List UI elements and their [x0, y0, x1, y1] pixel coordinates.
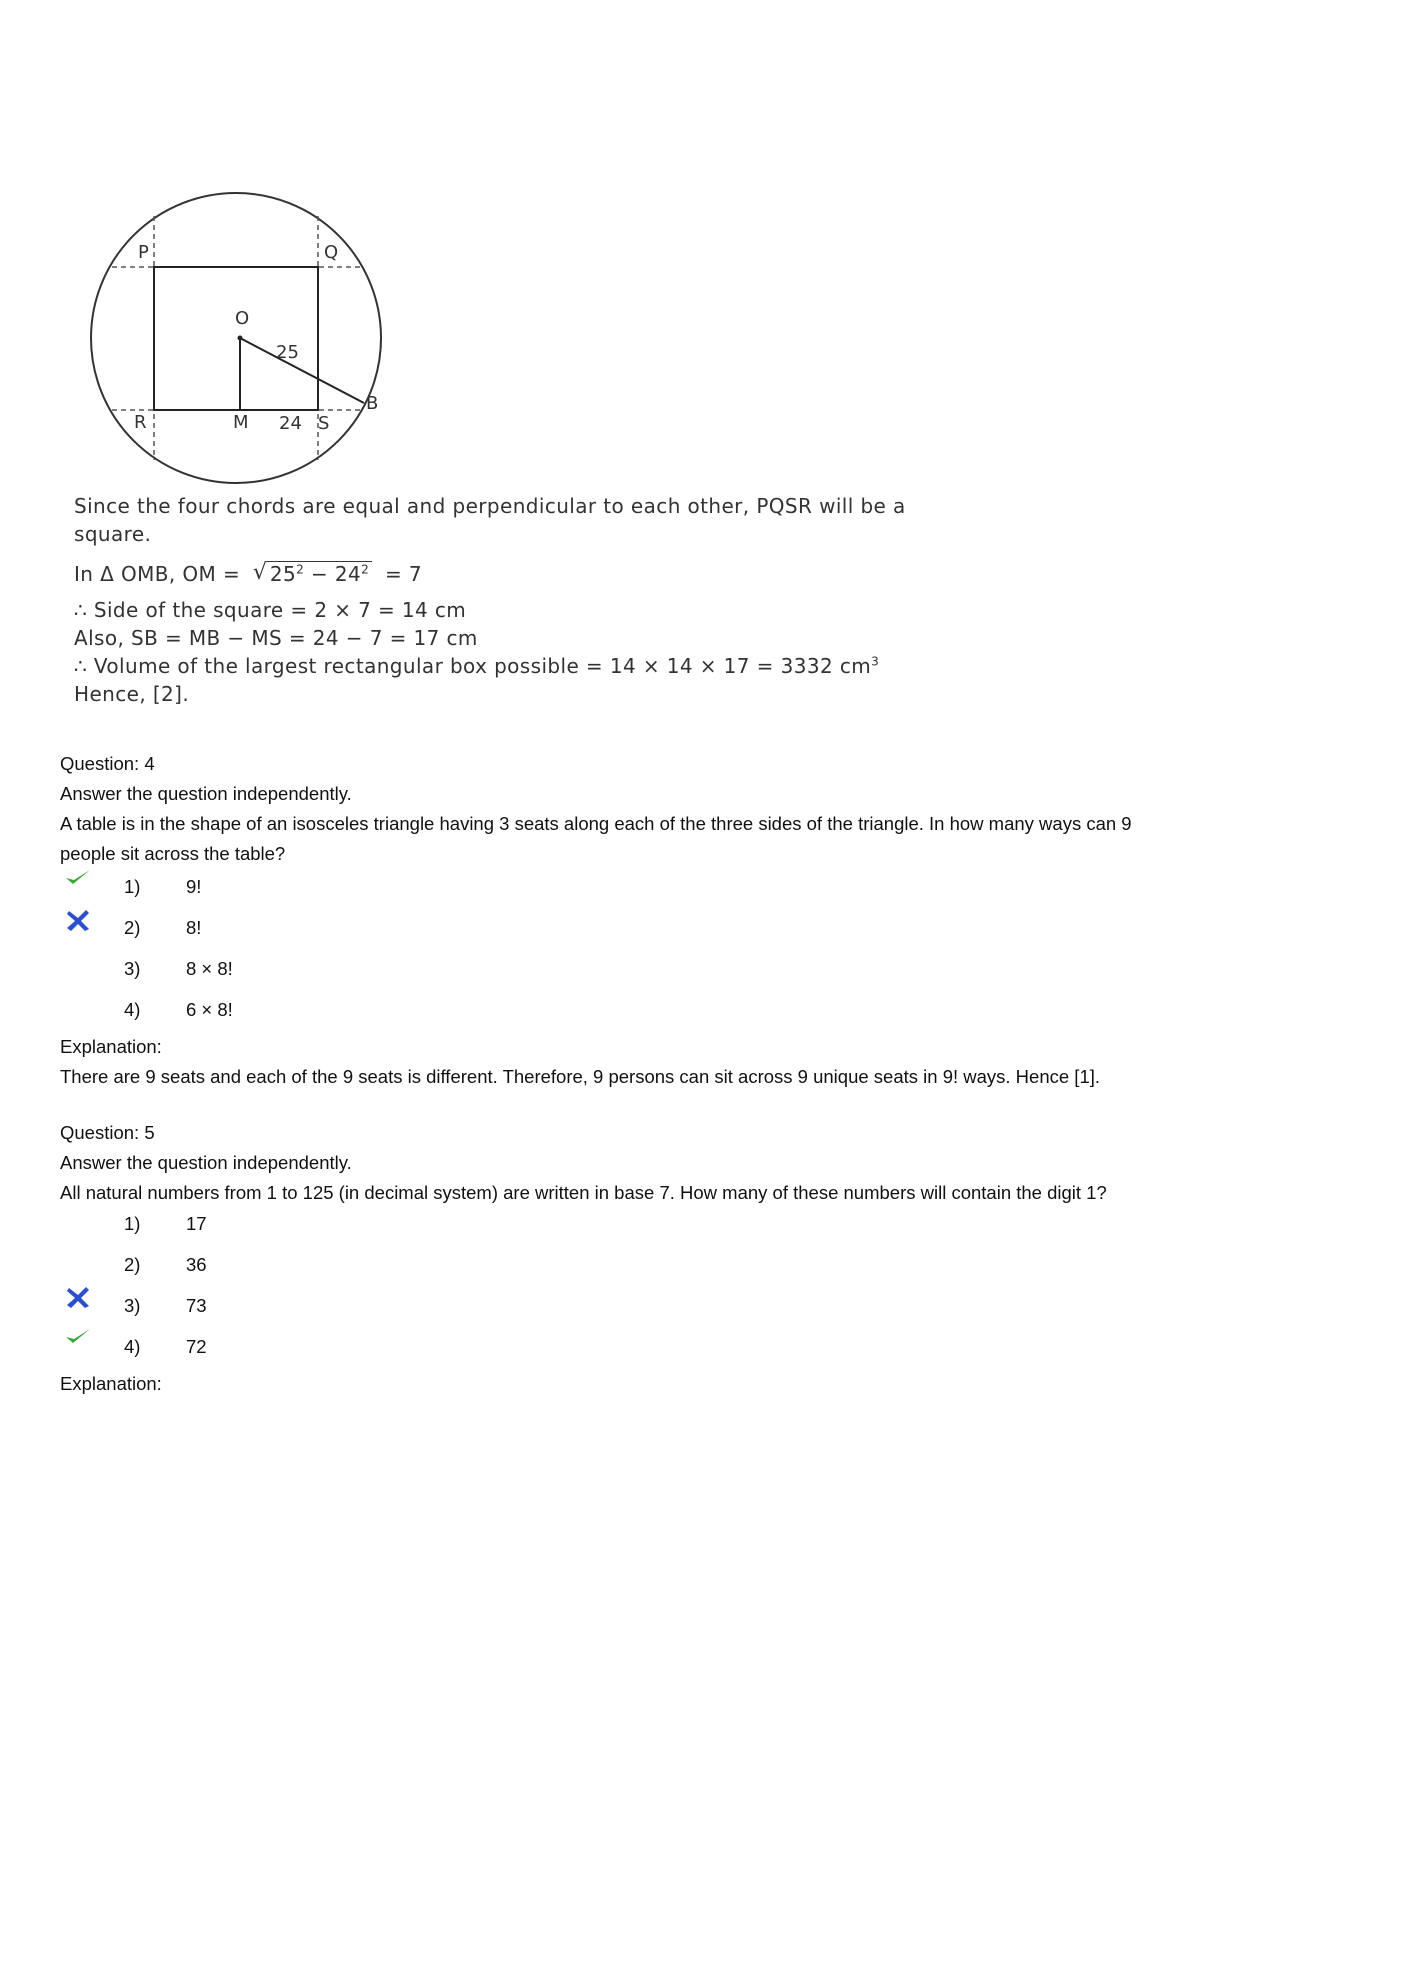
- q4-option-3-number: 3): [124, 958, 141, 979]
- question-4-explanation-label: Explanation:: [60, 1036, 162, 1057]
- q4-option-4-value: 6 × 8!: [186, 999, 233, 1020]
- q5-option-1-value: 17: [186, 1213, 207, 1234]
- cross-icon: [64, 1285, 92, 1309]
- q4-option-3-value: 8 × 8!: [186, 958, 233, 979]
- question-4-instruction: Answer the question independently.: [60, 783, 352, 804]
- sqrt-expression: √ $25^2 - 24^2$: [253, 562, 372, 586]
- circle-square-figure: [88, 188, 398, 488]
- solution-line-3: [74, 562, 422, 586]
- q4-option-1-number: 1): [124, 876, 141, 897]
- question-5-instruction: Answer the question independently.: [60, 1152, 352, 1173]
- label-s: S: [318, 413, 330, 434]
- solution-line-5: Also, SB = MB − MS = 24 − 7 = 17 cm: [74, 626, 478, 650]
- q5-option-1-number: 1): [124, 1213, 141, 1234]
- cross-icon: [64, 908, 92, 932]
- check-icon: [64, 1325, 92, 1349]
- solution-line-1: Since the four chords are equal and perpendicular to each other, PQSR will be a: [74, 494, 906, 518]
- q4-option-2-number: 2): [124, 917, 141, 938]
- q5-option-4-number: 4): [124, 1336, 141, 1357]
- radicand-b: 24: [334, 562, 362, 586]
- solution-line-6: [74, 654, 879, 678]
- solution-line-2: square.: [74, 522, 152, 546]
- radicand-a: 25: [269, 562, 297, 586]
- label-p: P: [138, 242, 149, 263]
- question-4-title: Question: 4: [60, 753, 155, 774]
- question-5-title: Question: 5: [60, 1122, 155, 1143]
- q5-option-3-number: 3): [124, 1295, 141, 1316]
- check-icon: [64, 866, 92, 890]
- segment-ob: [240, 338, 364, 403]
- label-24: 24: [279, 413, 302, 434]
- label-q: Q: [324, 242, 339, 263]
- om-result: = 7: [384, 562, 422, 586]
- q4-option-4-number: 4): [124, 999, 141, 1020]
- volume-text: ∴ Volume of the largest rectangular box possible = 14 × 14 × 17 = 3332 cm: [74, 654, 872, 678]
- question-5-text-1: All natural numbers from 1 to 125 (in decimal system) are written in base 7. How many of these numbers will contain the digit 1?: [60, 1182, 1107, 1203]
- q5-option-4-value: 72: [186, 1336, 207, 1357]
- label-r: R: [134, 412, 147, 433]
- center-point: [238, 336, 243, 341]
- question-5-explanation-label: Explanation:: [60, 1373, 162, 1394]
- solution-line-7: Hence, [2].: [74, 682, 190, 706]
- volume-unit-exp: 3: [871, 654, 880, 669]
- solution-line-4: ∴ Side of the square = 2 × 7 = 14 cm: [74, 598, 467, 622]
- label-o: O: [235, 308, 250, 329]
- exp-a: 2: [296, 562, 305, 577]
- question-4-explanation-text: There are 9 seats and each of the 9 seats is different. Therefore, 9 persons can sit across 9 unique seats in 9! ways. Hence [1].: [60, 1066, 1101, 1087]
- circle: [91, 193, 381, 483]
- om-prefix: In Δ OMB, OM =: [74, 562, 241, 586]
- exp-b: 2: [361, 562, 370, 577]
- label-m: M: [233, 412, 249, 433]
- question-4-text-2: people sit across the table?: [60, 843, 286, 864]
- label-25: 25: [276, 342, 299, 363]
- radicand-sep: −: [304, 562, 335, 586]
- q4-option-2-value: 8!: [186, 917, 202, 938]
- label-b: B: [366, 393, 379, 414]
- q5-option-2-number: 2): [124, 1254, 141, 1275]
- q5-option-3-value: 73: [186, 1295, 207, 1316]
- square-pqsr: [154, 267, 318, 410]
- q5-option-2-value: 36: [186, 1254, 207, 1275]
- question-4-text-1: A table is in the shape of an isosceles triangle having 3 seats along each of the three sides of the triangle. In how many ways can 9: [60, 813, 1132, 834]
- q4-option-1-value: 9!: [186, 876, 202, 897]
